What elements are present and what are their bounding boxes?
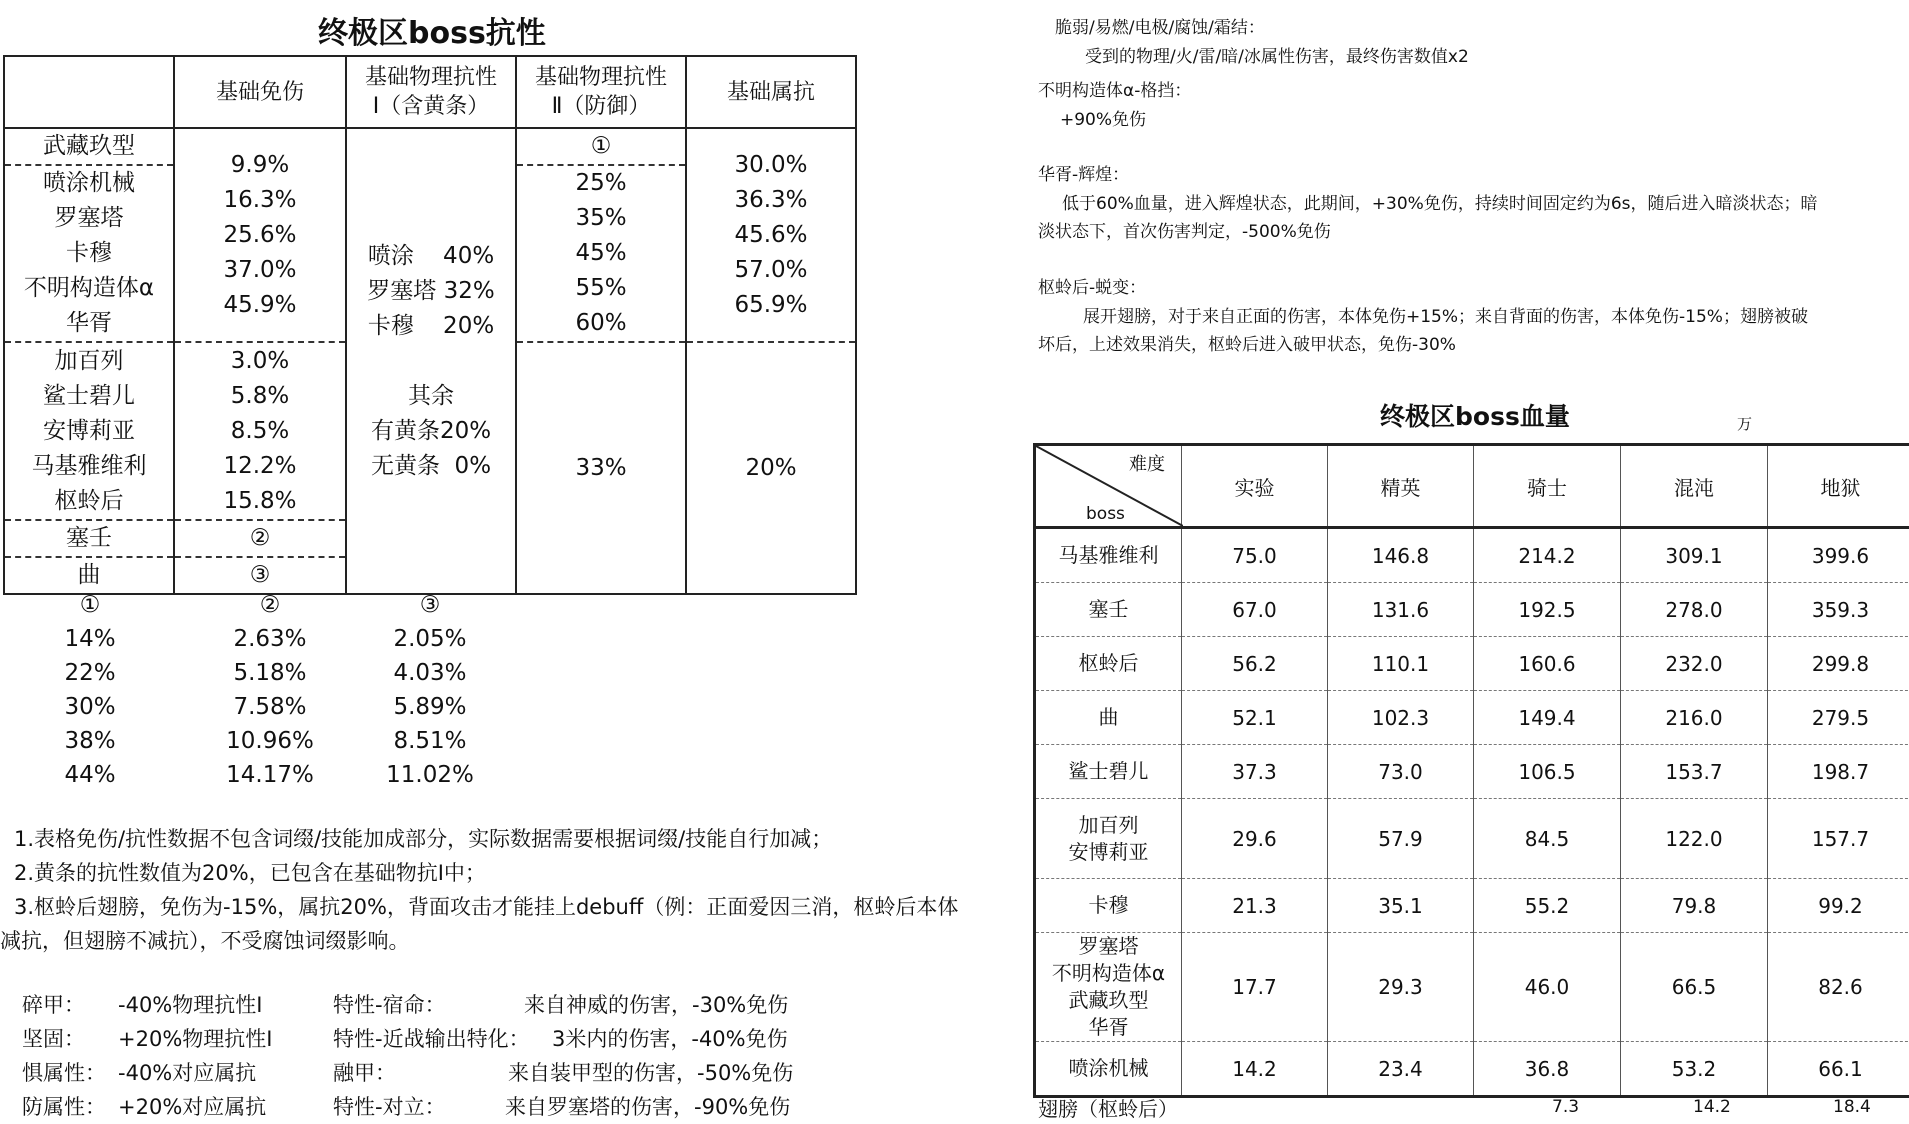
hp-value: 216.0 bbox=[1621, 691, 1768, 745]
header-phys-res-1-line1: 基础物理抗性 bbox=[347, 63, 515, 92]
immune-saiqian: ② bbox=[174, 520, 346, 557]
hp-row bbox=[1035, 528, 1909, 583]
hp-value: 17.7 bbox=[1182, 933, 1328, 1042]
hp-value: 299.8 bbox=[1768, 637, 1909, 691]
hp-value: 14.2 bbox=[1182, 1042, 1328, 1097]
boss-name: 枢蛉后 bbox=[5, 484, 173, 519]
pct-item: 2.05% bbox=[380, 622, 480, 656]
group1-elem bbox=[686, 128, 856, 342]
hp-row bbox=[1035, 933, 1909, 1042]
hp-value: 122.0 bbox=[1621, 799, 1768, 879]
effect-value: -40%对应属抗 bbox=[118, 1056, 256, 1090]
hp-value: 46.0 bbox=[1474, 933, 1621, 1042]
boss-name-saiqian: 塞壬 bbox=[4, 520, 174, 557]
block-title: 不明构造体α-格挡： bbox=[1038, 79, 1191, 103]
pct-item: 8.51% bbox=[380, 724, 480, 758]
note-line: 减抗，但翅膀不减抗），不受腐蚀词缀影响。 bbox=[0, 924, 1020, 958]
resistance-title: 终极区boss抗性 bbox=[318, 8, 546, 52]
header-phys-res-1-line2: Ⅰ（含黄条） bbox=[347, 92, 515, 121]
pct-item: 5.18% bbox=[220, 656, 320, 690]
pct-list-col3 bbox=[380, 588, 480, 792]
hp-col-header: 实验 bbox=[1182, 445, 1328, 528]
immune-value: 15.8% bbox=[175, 484, 345, 519]
header-phys-res-2 bbox=[516, 56, 686, 128]
boss-name: 加百列 bbox=[5, 344, 173, 379]
header-phys-res-2-line1: 基础物理抗性 bbox=[517, 63, 685, 92]
hp-value: 131.6 bbox=[1328, 583, 1474, 637]
wing-value: 14.2 bbox=[1693, 1097, 1731, 1117]
hp-value: 214.2 bbox=[1474, 528, 1621, 583]
phys2-value: 55% bbox=[517, 271, 685, 306]
phys1-line: 其余 bbox=[347, 379, 515, 414]
boss-name: 华胥 bbox=[5, 306, 173, 341]
hp-value: 99.2 bbox=[1768, 879, 1909, 933]
phys1-line: 喷涂 40% bbox=[347, 239, 515, 274]
effect-key: 防属性： bbox=[22, 1090, 106, 1124]
effect-key: 特性-宿命： bbox=[333, 988, 446, 1022]
elem-value: 36.3% bbox=[687, 183, 855, 218]
hp-row bbox=[1035, 745, 1909, 799]
hp-value: 66.1 bbox=[1768, 1042, 1909, 1097]
pct-item: ① bbox=[50, 588, 130, 622]
group1-boss-names bbox=[4, 128, 174, 342]
boss-name: 卡穆 bbox=[5, 236, 173, 271]
phys2-value: 60% bbox=[517, 306, 685, 341]
pct-item: ② bbox=[220, 588, 320, 622]
header-base-immune: 基础免伤 bbox=[174, 56, 346, 128]
pct-list-col1 bbox=[50, 588, 130, 792]
hp-value: 157.7 bbox=[1768, 799, 1909, 879]
header-blank bbox=[4, 56, 174, 128]
pct-item: 30% bbox=[50, 690, 130, 724]
boss-name: 罗塞塔 bbox=[5, 201, 173, 236]
immune-value: 3.0% bbox=[175, 344, 345, 379]
boss-name: 不明构造体α bbox=[5, 271, 173, 306]
group2-immune bbox=[174, 342, 346, 520]
pct-item: 14.17% bbox=[220, 758, 320, 792]
header-phys-res-1 bbox=[346, 56, 516, 128]
effect-value: +20%物理抗性Ⅰ bbox=[118, 1022, 272, 1056]
group2-elem: 20% bbox=[686, 342, 856, 594]
hp-value: 55.2 bbox=[1474, 879, 1621, 933]
hp-corner-bottom: boss bbox=[1086, 504, 1125, 524]
pct-item: 5.89% bbox=[380, 690, 480, 724]
hp-value: 399.6 bbox=[1768, 528, 1909, 583]
elem-value: 57.0% bbox=[687, 253, 855, 288]
effect-key: 惧属性： bbox=[22, 1056, 106, 1090]
boss-name: 安博莉亚 bbox=[5, 414, 173, 449]
elem-value: 30.0% bbox=[687, 148, 855, 183]
effect-value: 来自神威的伤害，-30%免伤 bbox=[524, 988, 788, 1022]
hp-row bbox=[1035, 799, 1909, 879]
huaxu-desc-1: 低于60%血量，进入辉煌状态，此期间，+30%免伤，持续时间固定约为6s，随后进入暗淡状态；暗 bbox=[1062, 192, 1818, 216]
pct-item: 10.96% bbox=[220, 724, 320, 758]
pct-item: 7.58% bbox=[220, 690, 320, 724]
hp-value: 75.0 bbox=[1182, 528, 1328, 583]
hp-col-header: 骑士 bbox=[1474, 445, 1621, 528]
hp-value: 53.2 bbox=[1621, 1042, 1768, 1097]
immune-value: 45.9% bbox=[175, 288, 345, 323]
effect-key: 坚固： bbox=[22, 1022, 85, 1056]
boss-name: 喷涂机械 bbox=[5, 166, 173, 201]
immune-value: 9.9% bbox=[175, 148, 345, 183]
effect-value: 来自装甲型的伤害，-50%免伤 bbox=[508, 1056, 793, 1090]
immune-value: 37.0% bbox=[175, 253, 345, 288]
hp-header-row bbox=[1035, 445, 1909, 528]
hp-value: 146.8 bbox=[1328, 528, 1474, 583]
effect-value: +20%对应属抗 bbox=[118, 1090, 266, 1124]
block-desc: +90%免伤 bbox=[1060, 108, 1146, 132]
effect-key: 特性-对立： bbox=[333, 1090, 446, 1124]
immune-value: 8.5% bbox=[175, 414, 345, 449]
phys1-line: 无黄条 0% bbox=[347, 449, 515, 484]
note-line: 1.表格免伤/抗性数据不包含词缀/技能加成部分，实际数据需要根据词缀/技能自行加减； bbox=[0, 822, 1020, 856]
elem-value: 65.9% bbox=[687, 288, 855, 323]
hp-boss-name: 马基雅维利 bbox=[1035, 528, 1182, 583]
group2-boss-names bbox=[4, 342, 174, 520]
shulinghou-desc-1: 展开翅膀，对于来自正面的伤害，本体免伤+15%；来自背面的伤害，本体免伤-15%；翅膀被破 bbox=[1083, 305, 1808, 329]
hp-unit: 万 bbox=[1737, 413, 1752, 434]
phys2-value: 35% bbox=[517, 201, 685, 236]
effect-key: 特性-近战输出特化： bbox=[333, 1022, 530, 1056]
hp-corner-top: 难度 bbox=[1129, 450, 1165, 476]
hp-value: 198.7 bbox=[1768, 745, 1909, 799]
hp-value: 279.5 bbox=[1768, 691, 1909, 745]
vuln-title: 脆弱/易燃/电极/腐蚀/霜结： bbox=[1055, 16, 1265, 40]
phys1-line: 罗塞塔 32% bbox=[347, 274, 515, 309]
hp-value: 29.6 bbox=[1182, 799, 1328, 879]
boss-name: 鲨士碧儿 bbox=[5, 379, 173, 414]
hp-value: 79.8 bbox=[1621, 879, 1768, 933]
phys2-value: 45% bbox=[517, 236, 685, 271]
note-line: 3.枢蛉后翅膀，免伤为-15%，属抗20%，背面攻击才能挂上debuff（例：正面爱因三消，枢蛉后本体 bbox=[0, 890, 1020, 924]
wing-label: 翅膀（枢蛉后） bbox=[1038, 1093, 1178, 1122]
hp-value: 21.3 bbox=[1182, 879, 1328, 933]
hp-col-header: 混沌 bbox=[1621, 445, 1768, 528]
shulinghou-desc-2: 坏后，上述效果消失，枢蛉后进入破甲状态，免伤-30% bbox=[1038, 333, 1456, 357]
hp-value: 102.3 bbox=[1328, 691, 1474, 745]
hp-row bbox=[1035, 879, 1909, 933]
hp-value: 67.0 bbox=[1182, 583, 1328, 637]
hp-value: 84.5 bbox=[1474, 799, 1621, 879]
group1-immune bbox=[174, 128, 346, 342]
hp-value: 232.0 bbox=[1621, 637, 1768, 691]
hp-value: 52.1 bbox=[1182, 691, 1328, 745]
hp-boss-name: 曲 bbox=[1035, 691, 1182, 745]
hp-row bbox=[1035, 691, 1909, 745]
hp-corner-cell bbox=[1035, 445, 1182, 528]
effect-value: -40%物理抗性Ⅰ bbox=[118, 988, 262, 1022]
hp-row bbox=[1035, 1042, 1909, 1097]
hp-row bbox=[1035, 583, 1909, 637]
hp-value: 359.3 bbox=[1768, 583, 1909, 637]
pct-item: ③ bbox=[380, 588, 480, 622]
notes bbox=[0, 822, 1020, 958]
hp-value: 73.0 bbox=[1328, 745, 1474, 799]
hp-value: 82.6 bbox=[1768, 933, 1909, 1042]
hp-value: 309.1 bbox=[1621, 528, 1768, 583]
pct-item: 11.02% bbox=[380, 758, 480, 792]
hp-boss-name: 卡穆 bbox=[1035, 879, 1182, 933]
boss-name: 武藏玖型 bbox=[5, 129, 173, 166]
immune-value: 12.2% bbox=[175, 449, 345, 484]
hp-title: 终极区boss血量 bbox=[1380, 397, 1570, 433]
effect-key: 碎甲： bbox=[22, 988, 85, 1022]
boss-name-qu: 曲 bbox=[4, 557, 174, 594]
hp-table bbox=[1033, 443, 1909, 1098]
pct-item: 4.03% bbox=[380, 656, 480, 690]
hp-value: 66.5 bbox=[1621, 933, 1768, 1042]
phys2-value: ① bbox=[517, 129, 685, 166]
pct-item: 22% bbox=[50, 656, 130, 690]
resistance-header-row bbox=[4, 56, 856, 128]
vuln-desc: 受到的物理/火/雷/暗/冰属性伤害，最终伤害数值x2 bbox=[1085, 45, 1469, 69]
immune-qu: ③ bbox=[174, 557, 346, 594]
hp-value: 36.8 bbox=[1474, 1042, 1621, 1097]
hp-value: 106.5 bbox=[1474, 745, 1621, 799]
hp-value: 37.3 bbox=[1182, 745, 1328, 799]
hp-value: 110.1 bbox=[1328, 637, 1474, 691]
hp-boss-name: 枢蛉后 bbox=[1035, 637, 1182, 691]
phys-res-1-block bbox=[346, 128, 516, 594]
group1-phys2 bbox=[516, 128, 686, 342]
pct-list-col2 bbox=[220, 588, 320, 792]
phys2-value: 25% bbox=[517, 166, 685, 201]
hp-value: 57.9 bbox=[1328, 799, 1474, 879]
effect-value: 来自罗塞塔的伤害，-90%免伤 bbox=[505, 1090, 790, 1124]
pct-item: 44% bbox=[50, 758, 130, 792]
note-line: 2.黄条的抗性数值为20%，已包含在基础物抗Ⅰ中； bbox=[0, 856, 1020, 890]
phys1-line: 卡穆 20% bbox=[347, 309, 515, 344]
boss-name: 马基雅维利 bbox=[5, 449, 173, 484]
hp-col-header: 精英 bbox=[1328, 445, 1474, 528]
group2-phys2: 33% bbox=[516, 342, 686, 594]
hp-col-header: 地狱 bbox=[1768, 445, 1909, 528]
huaxu-desc-2: 淡状态下，首次伤害判定，-500%免伤 bbox=[1038, 220, 1331, 244]
hp-boss-name: 加百列 安博莉亚 bbox=[1035, 799, 1182, 879]
resistance-table bbox=[3, 55, 857, 595]
immune-value: 25.6% bbox=[175, 218, 345, 253]
hp-boss-name: 罗塞塔 不明构造体α 武藏玖型 华胥 bbox=[1035, 933, 1182, 1042]
hp-value: 56.2 bbox=[1182, 637, 1328, 691]
phys1-line: 有黄条20% bbox=[347, 414, 515, 449]
hp-value: 153.7 bbox=[1621, 745, 1768, 799]
hp-boss-name: 鲨士碧儿 bbox=[1035, 745, 1182, 799]
hp-boss-name: 塞壬 bbox=[1035, 583, 1182, 637]
wing-value: 18.4 bbox=[1833, 1097, 1871, 1117]
hp-value: 23.4 bbox=[1328, 1042, 1474, 1097]
wing-value: 7.3 bbox=[1552, 1097, 1579, 1117]
hp-value: 160.6 bbox=[1474, 637, 1621, 691]
hp-body bbox=[1035, 528, 1909, 1097]
elem-value: 45.6% bbox=[687, 218, 855, 253]
effect-value: 3米内的伤害，-40%免伤 bbox=[552, 1022, 788, 1056]
hp-value: 149.4 bbox=[1474, 691, 1621, 745]
huaxu-title: 华胥-辉煌： bbox=[1038, 163, 1129, 187]
hp-value: 35.1 bbox=[1328, 879, 1474, 933]
header-elem-res: 基础属抗 bbox=[686, 56, 856, 128]
immune-value: 5.8% bbox=[175, 379, 345, 414]
hp-boss-name: 喷涂机械 bbox=[1035, 1042, 1182, 1097]
pct-item: 38% bbox=[50, 724, 130, 758]
hp-value: 278.0 bbox=[1621, 583, 1768, 637]
hp-value: 192.5 bbox=[1474, 583, 1621, 637]
pct-item: 2.63% bbox=[220, 622, 320, 656]
immune-value: 16.3% bbox=[175, 183, 345, 218]
effect-key: 融甲： bbox=[333, 1056, 396, 1090]
pct-item: 14% bbox=[50, 622, 130, 656]
hp-value: 29.3 bbox=[1328, 933, 1474, 1042]
group1-row bbox=[4, 128, 856, 342]
header-phys-res-2-line2: Ⅱ（防御） bbox=[517, 92, 685, 121]
hp-row bbox=[1035, 637, 1909, 691]
shulinghou-title: 枢蛉后-蜕变： bbox=[1038, 276, 1146, 300]
